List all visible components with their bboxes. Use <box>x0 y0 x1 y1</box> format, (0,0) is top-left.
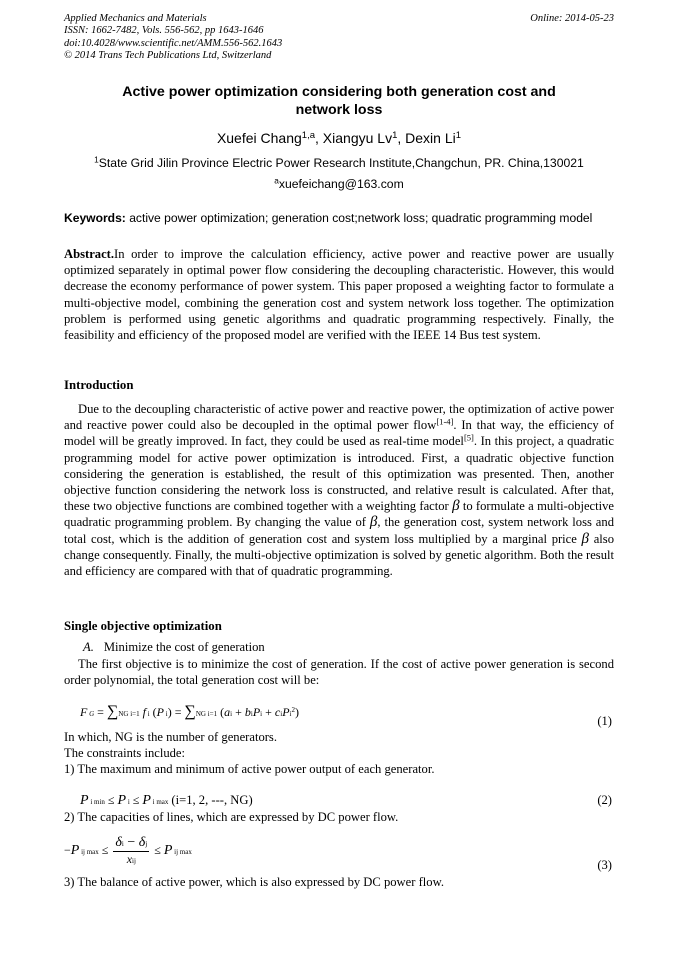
equation-number: (2) <box>597 793 612 807</box>
intro-text: also change consequently. Finally, the multi-objective optimization is solved by genetic algorithm. Both the result and efficiency are compared with that of quadratic programming. <box>64 531 614 579</box>
affiliation-sup: 1 <box>94 154 99 165</box>
email-sup: a <box>274 175 279 186</box>
affiliation <box>64 156 614 170</box>
constraint-3: 3) The balance of active power, which is also expressed by DC power flow. <box>64 875 444 889</box>
subsection-a <box>83 640 265 655</box>
journal-header <box>64 13 282 62</box>
single-objective-heading: Single objective optimization <box>64 619 222 633</box>
objective-paragraph: The first objective is to minimize the cost of generation. If the cost of active power generation is second order polynomial, the total generation cost will be: <box>64 657 614 688</box>
subsection-title: Minimize the cost of generation <box>103 640 265 654</box>
journal-name: Applied Mechanics and Materials <box>64 13 207 24</box>
author-sep: , <box>315 130 323 146</box>
beta-symbol: β <box>369 514 378 531</box>
intro-text: Due to the decoupling characteristic of active power and reactive power, the optimization of active power and reactive power could also be decoupled in the optimal power flow <box>64 402 614 433</box>
copyright-line: © 2014 Trans Tech Publications Ltd, Switzerland <box>64 49 272 61</box>
author-name: Dexin Li <box>405 130 456 146</box>
abstract <box>64 246 614 343</box>
constraint-1: 1) The maximum and minimum of active power output of each generator. <box>64 762 435 776</box>
author-email <box>64 177 614 191</box>
author-sup: 1 <box>392 129 398 141</box>
beta-symbol: β <box>452 498 460 515</box>
citation[interactable]: [1-4] <box>436 416 454 427</box>
affiliation-text: State Grid Jilin Province Electric Power Research Institute,Changchun, PR. China,130021 <box>98 156 584 170</box>
introduction-paragraph <box>64 401 614 579</box>
author-name: Xuefei Chang <box>216 130 302 146</box>
equation-number: (3) <box>597 858 612 872</box>
title-line-2: network loss <box>295 102 383 118</box>
abstract-label: Abstract. <box>64 247 115 261</box>
intro-text: to formulate a multi-objective quadratic programming problem. By changing the value of <box>64 499 615 530</box>
email-text: xuefeichang@163.com <box>278 177 404 191</box>
in-which-line: In which, NG is the number of generators. <box>64 730 277 744</box>
author-sup: 1 <box>455 129 462 141</box>
intro-text: . In this project, a quadratic programming model for active power optimization is introduced. First, a quadratic objective function considering the generation is established, the result of this optimization was presented. Then, another objective function considering the network loss is constructed, and relative result is calculated. After that, these two objective functions are combined together with a weighting factor <box>64 434 614 514</box>
author-sup: 1,a <box>301 129 316 141</box>
abstract-text: In order to improve the calculation efficiency, active power and reactive power are usually optimized separately in optimal power flow considering the decoupling characteristic. However, this would decrease the economy performance of power system. This paper proposed a weighting factor to formulate a multi-objective model, combining the generation cost and system network loss together. The optimization problem is performed using genetic algorithms and quadratic programming respectively. Finally, the feasibility and efficiency of the proposed model are verified with the IEEE 14 Bus test system. <box>64 247 614 343</box>
author-sep: , <box>397 130 406 146</box>
title-line-1: Active power optimization considering both generation cost and <box>122 84 556 100</box>
equation-2-range: (i=1, 2, ---, NG) <box>171 793 253 807</box>
equation-number: (1) <box>597 714 612 728</box>
keywords-label: Keywords: <box>64 211 126 225</box>
keywords <box>64 211 624 225</box>
equation-1: F G = ∑NG i=1 f i (P i) = ∑NG i=1 (ai + biPi + ciPi$^2$) <box>80 703 299 720</box>
subsection-label: A. <box>83 640 94 654</box>
beta-symbol: β <box>581 530 590 547</box>
introduction-heading: Introduction <box>64 378 134 392</box>
intro-text: , the generation cost, system network loss and total cost, which is the addition of generation cost and system loss multiplied by a marginal price <box>64 515 614 546</box>
issn-line: ISSN: 1662-7482, Vols. 556-562, pp 1643-1646 <box>64 25 264 37</box>
author-list <box>64 130 614 146</box>
constraint-2: 2) The capacities of lines, which are expressed by DC power flow. <box>64 810 399 824</box>
keywords-text: active power optimization; generation cost;network loss; quadratic programming model <box>125 211 593 225</box>
doi-line: doi:10.4028/www.scientific.net/AMM.556-562.1643 <box>64 37 283 49</box>
equation-2: P i min ≤ P i ≤ P i max (i=1, 2, ---, NG) <box>80 793 253 808</box>
author-name: Xiangyu Lv <box>322 130 393 146</box>
constraints-line: The constraints include: <box>64 746 186 760</box>
online-date: Online: 2014-05-23 <box>530 13 614 24</box>
citation[interactable]: [5] <box>463 432 474 443</box>
intro-text: . In that way, the efficiency of model will be greatly improved. In fact, they could be used as real-time model <box>64 418 614 449</box>
paper-title <box>64 83 614 119</box>
equation-3: −P ij max ≤ $\frac{\delta i - \delta j}{\text{xij}}$ ≤ P ij max <box>64 835 192 866</box>
